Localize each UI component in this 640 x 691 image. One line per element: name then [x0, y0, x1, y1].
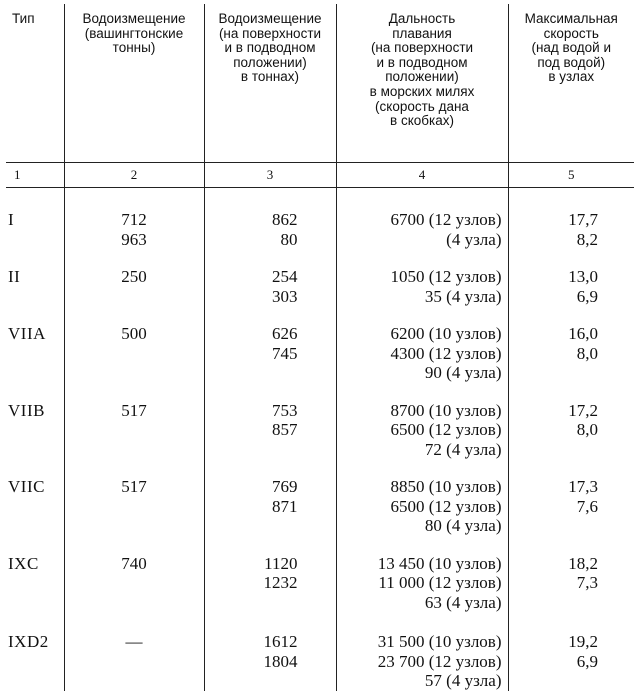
cell-range — [336, 536, 508, 613]
cell-displacement-tons — [204, 612, 336, 691]
cell-type-value: I — [8, 210, 15, 229]
column-number: 2 — [64, 163, 204, 188]
range-line: 6200 (10 узлов) — [390, 324, 502, 343]
column-number: 4 — [336, 163, 508, 188]
header-type: Тип — [6, 4, 64, 163]
cell-washington-displacement-value: 517 — [121, 477, 147, 496]
cell-washington-displacement-value: 517 — [121, 400, 147, 420]
cell-displacement-tons-value: 1120 1232 — [263, 553, 298, 592]
header-max-speed: Максимальная скорость (над водой и под водой) в узлах — [508, 4, 634, 163]
cell-washington-displacement — [64, 383, 204, 460]
table-row — [6, 459, 634, 536]
cell-type — [6, 536, 64, 613]
cell-washington-displacement — [64, 612, 204, 691]
table-row — [6, 249, 634, 306]
cell-max-speed-value: 16,0 8,0 — [568, 324, 598, 363]
range-line: 23 700 (12 узлов) — [377, 651, 502, 671]
cell-type-value: VIIB — [8, 400, 45, 420]
cell-range — [336, 306, 508, 383]
column-number: 5 — [508, 163, 634, 188]
table-row — [6, 536, 634, 613]
cell-max-speed — [508, 249, 634, 306]
range-line: 57 (4 узла) — [424, 671, 502, 690]
cell-max-speed-value: 17,7 8,2 — [568, 210, 598, 249]
range-line: (4 узла) — [446, 229, 502, 249]
header-washington-displacement: Водоизмещение (вашингтонские тонны) — [64, 4, 204, 163]
cell-displacement-tons-value: 753 857 — [272, 400, 298, 439]
cell-displacement-tons — [204, 249, 336, 306]
range-line: 31 500 (10 узлов) — [377, 632, 502, 651]
cell-max-speed-value: 17,2 8,0 — [568, 400, 598, 439]
cell-washington-displacement-value: — — [125, 632, 143, 651]
cell-displacement-tons — [204, 383, 336, 460]
column-number-row — [6, 163, 634, 188]
range-line: 4300 (12 узлов) — [390, 343, 502, 363]
cell-type-value: IXC — [8, 553, 39, 573]
cell-type — [6, 188, 64, 250]
range-line: 6500 (12 узлов) — [390, 496, 502, 516]
range-line: 72 (4 узла) — [424, 439, 502, 459]
range-line: 13 450 (10 узлов) — [377, 553, 502, 573]
range-line: 35 (4 узла) — [424, 286, 502, 306]
header-row — [6, 4, 634, 163]
cell-displacement-tons — [204, 188, 336, 250]
cell-displacement-tons-value: 862 80 — [272, 210, 298, 249]
cell-range — [336, 188, 508, 250]
table-body — [6, 188, 634, 691]
cell-max-speed-value: 19,2 6,9 — [568, 632, 598, 671]
cell-max-speed-value: 13,0 6,9 — [568, 267, 598, 306]
column-number: 3 — [204, 163, 336, 188]
cell-displacement-tons — [204, 459, 336, 536]
header-displacement-tons: Водоизмещение (на поверхности и в подводном положении) в тоннах) — [204, 4, 336, 163]
range-line: 90 (4 узла) — [424, 363, 502, 382]
cell-type-value: VIIA — [8, 324, 46, 343]
cell-type — [6, 306, 64, 383]
cell-washington-displacement-value: 740 — [121, 553, 147, 573]
cell-max-speed — [508, 383, 634, 460]
submarine-specs-table — [6, 4, 634, 691]
cell-max-speed-value: 17,3 7,6 — [568, 477, 598, 516]
cell-displacement-tons-value: 626 745 — [272, 324, 298, 363]
range-line: 8850 (10 узлов) — [390, 477, 502, 496]
cell-max-speed — [508, 306, 634, 383]
cell-range — [336, 383, 508, 460]
table-row — [6, 612, 634, 691]
cell-max-speed — [508, 612, 634, 691]
cell-type-value: II — [8, 267, 21, 286]
column-number: 1 — [6, 163, 64, 188]
header-range: Дальность плавания (на поверхности и в подводном положении) в морских милях (скорость дана в скобках) — [336, 4, 508, 163]
range-line: 63 (4 узла) — [424, 592, 502, 612]
cell-washington-displacement-value: 500 — [121, 324, 147, 343]
range-line: 8700 (10 узлов) — [390, 400, 502, 420]
cell-washington-displacement — [64, 249, 204, 306]
cell-max-speed — [508, 536, 634, 613]
range-line: 11 000 (12 узлов) — [378, 573, 502, 592]
cell-type — [6, 249, 64, 306]
table-row — [6, 188, 634, 250]
cell-washington-displacement — [64, 459, 204, 536]
cell-displacement-tons — [204, 306, 336, 383]
cell-washington-displacement — [64, 306, 204, 383]
range-line: 6700 (12 узлов) — [390, 210, 502, 229]
cell-max-speed — [508, 459, 634, 536]
cell-range — [336, 612, 508, 691]
cell-range — [336, 459, 508, 536]
cell-type — [6, 459, 64, 536]
cell-type — [6, 383, 64, 460]
cell-max-speed-value: 18,2 7,3 — [568, 553, 598, 592]
cell-type — [6, 612, 64, 691]
cell-type-value: VIIC — [8, 477, 45, 496]
table-row — [6, 306, 634, 383]
cell-washington-displacement-value: 250 — [121, 267, 147, 286]
range-line: 1050 (12 узлов) — [390, 267, 502, 286]
cell-displacement-tons-value: 769 871 — [272, 477, 298, 516]
cell-washington-displacement-value: 712 963 — [121, 210, 147, 249]
cell-displacement-tons-value: 254 303 — [272, 267, 298, 306]
range-line: 6500 (12 узлов) — [390, 420, 502, 439]
cell-washington-displacement — [64, 536, 204, 613]
cell-range — [336, 249, 508, 306]
range-line: 80 (4 узла) — [424, 516, 502, 535]
cell-type-value: IXD2 — [8, 632, 49, 651]
cell-displacement-tons — [204, 536, 336, 613]
cell-max-speed — [508, 188, 634, 250]
table-row — [6, 383, 634, 460]
cell-displacement-tons-value: 1612 1804 — [263, 632, 298, 671]
cell-washington-displacement — [64, 188, 204, 250]
